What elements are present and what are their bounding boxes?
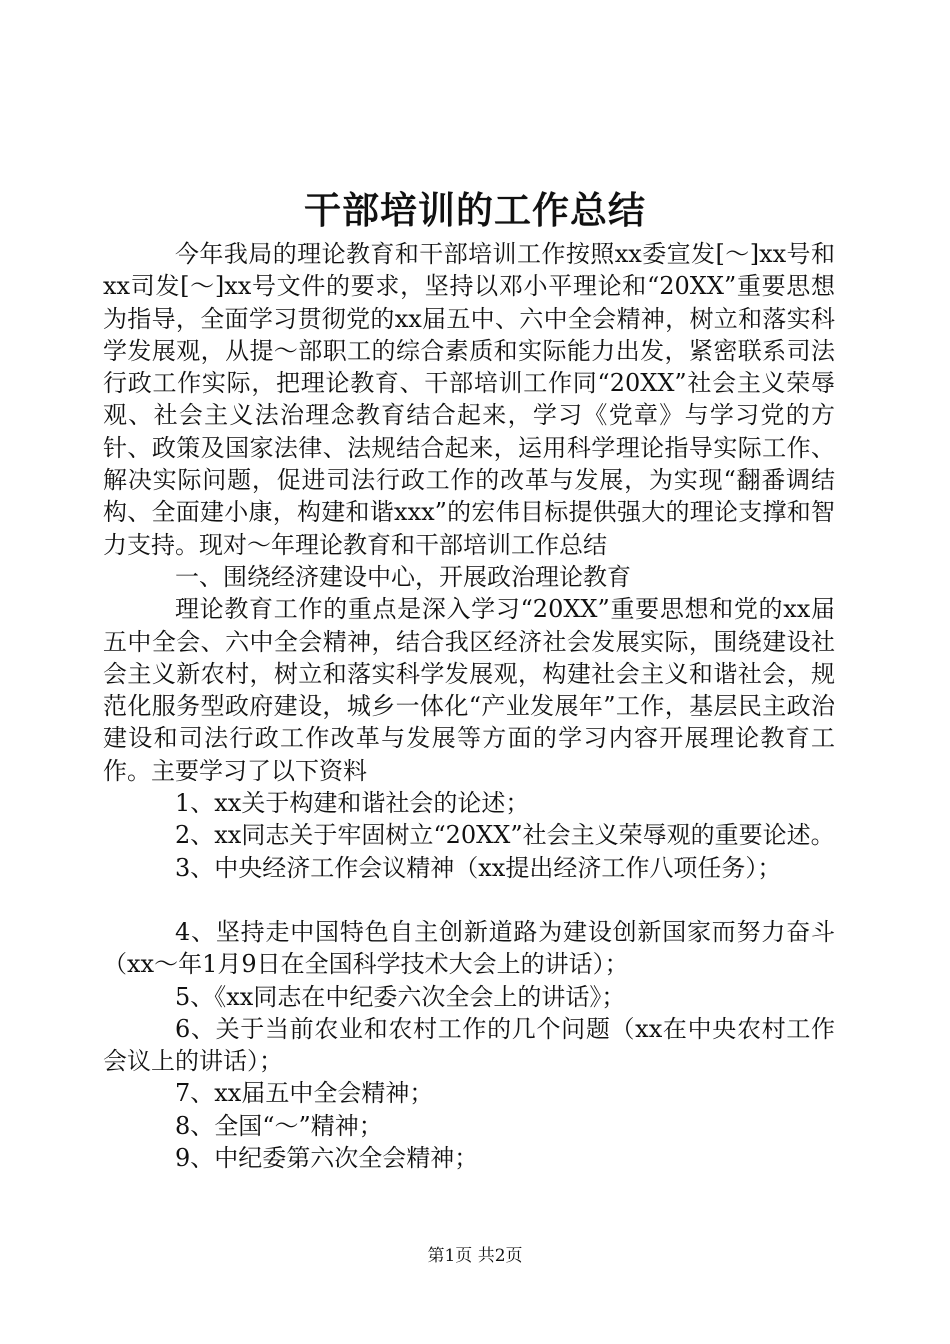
document-body	[103, 238, 835, 1174]
list-item: 3、中央经济工作会议精神（xx提出经济工作八项任务）；	[175, 853, 782, 882]
section-heading: 一、围绕经济建设中心，开展政治理论教育	[175, 562, 631, 591]
list-item: 9、中纪委第六次全会精神；	[175, 1144, 479, 1173]
list-item: 4、坚持走中国特色自主创新道路为建设创新国家而努力奋斗（xx～年1月9日在全国科学技术大会上的讲话）；	[103, 917, 835, 979]
list-item: 8、全国“～”精神；	[175, 1111, 383, 1140]
document-title: 干部培训的工作总结	[304, 188, 646, 232]
page-footer: 第1页 共2页	[427, 1246, 523, 1266]
list-item: 1、xx关于构建和谐社会的论述；	[175, 789, 530, 818]
list-item: 2、xx同志关于牢固树立“20XX”社会主义荣辱观的重要论述。	[175, 821, 835, 850]
list-item: 6、关于当前农业和农村工作的几个问题（xx在中央农村工作会议上的讲话）；	[103, 1014, 835, 1076]
list-item: 5、《xx同志在中纪委六次全会上的讲话》；	[175, 982, 626, 1011]
section-paragraph: 理论教育工作的重点是深入学习“20XX”重要思想和党的xx届五中全会、六中全会精神，结合我区经济社会发展实际，围绕建设社会主义新农村，树立和落实科学发展观，构建社会主义和谐社会，规范化服务型政府建设，城乡一体化“产业发展年”工作，基层民主政治建设和司法行政工作改革与发展等方面的学习内容开展理论教育工作。主要学习了以下资料	[103, 595, 835, 785]
intro-paragraph: 今年我局的理论教育和干部培训工作按照xx委宣发[～]xx号和xx司发[～]xx号文件的要求，坚持以邓小平理论和“20XX”重要思想为指导，全面学习贯彻党的xx届五中、六中全会精神，树立和落实科学发展观，从提～部职工的综合素质和实际能力出发，紧密联系司法行政工作实际，把理论教育、干部培训工作同“20XX”社会主义荣辱观、社会主义法治理念教育结合起来，学习《党章》与学习党的方针、政策及国家法律、法规结合起来，运用科学理论指导实际工作、解决实际问题，促进司法行政工作的改革与发展，为实现“翻番调结构、全面建小康，构建和谐xxx”的宏伟目标提供强大的理论支撑和智力支持。现对～年理论教育和干部培训工作总结	[103, 240, 835, 559]
list-item: 7、xx届五中全会精神；	[175, 1079, 434, 1108]
